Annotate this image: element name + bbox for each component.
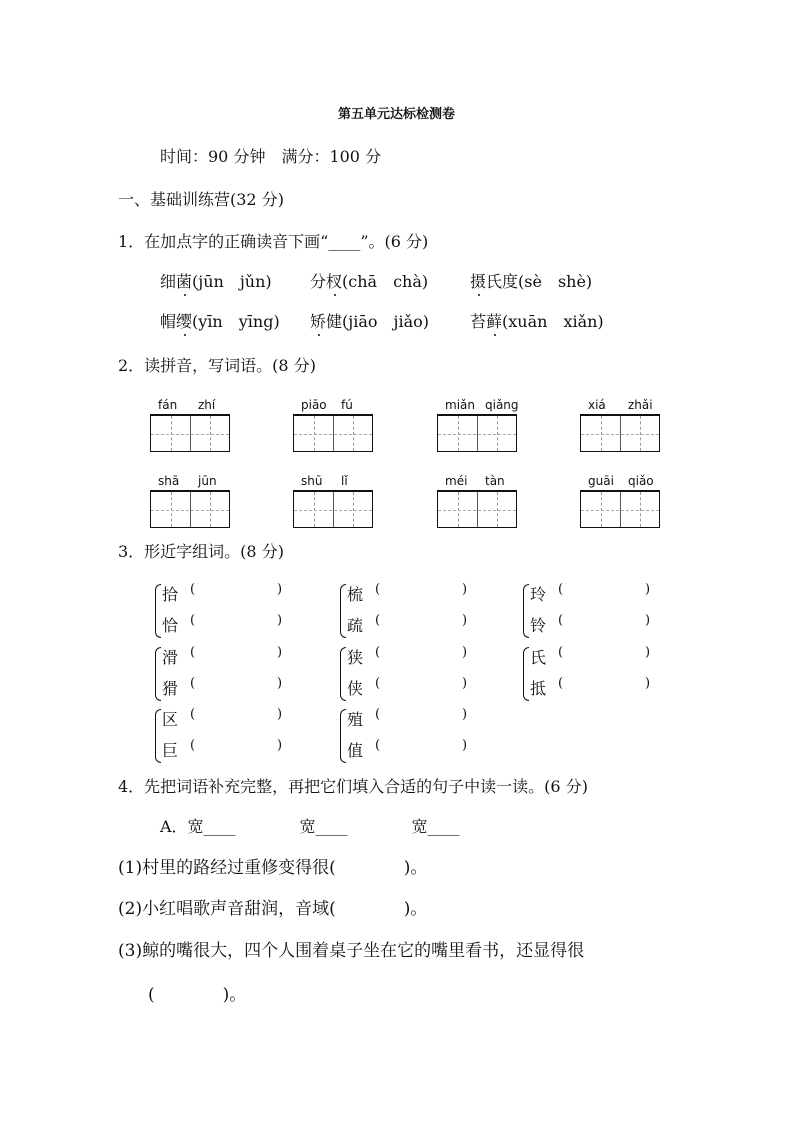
- pinyin-label: fán: [158, 398, 178, 412]
- sentence-2: (2)小红唱歌声音甜润，音域( )。: [118, 899, 428, 919]
- sentence-3: (3)鲸的嘴很大，四个人围着桌子坐在它的嘴里看书，还显得很: [118, 941, 585, 961]
- grid-guide: [581, 434, 659, 435]
- brace-icon: [155, 647, 161, 701]
- reading-item: [470, 314, 604, 330]
- grid-guide: [438, 434, 516, 435]
- similar-char: 区: [162, 710, 179, 729]
- pinyin-label: zhǎi: [628, 398, 653, 412]
- writing-grid: [150, 490, 230, 528]
- reading-item: [160, 274, 272, 290]
- reading-item: [470, 274, 592, 290]
- similar-char: 值: [347, 741, 364, 760]
- paren-open: (: [190, 645, 196, 660]
- writing-grid: [150, 414, 230, 452]
- dotted-char: 菌: [176, 272, 193, 291]
- paren-open: (: [190, 582, 196, 597]
- grid-guide: [151, 510, 229, 511]
- question-2: 2．读拼音，写词语。(8 分): [118, 356, 316, 375]
- paren-open: (: [190, 707, 196, 722]
- pinyin-label: shū: [301, 474, 323, 488]
- reading-item: [310, 314, 429, 330]
- exam-meta: 时间：90 分钟 满分：100 分: [160, 147, 382, 166]
- pinyin-label: lǐ: [341, 474, 348, 488]
- paren-open: (: [190, 738, 196, 753]
- paren-open: (: [375, 707, 381, 722]
- brace-icon: [340, 709, 346, 763]
- pinyin-label: piāo: [301, 398, 327, 412]
- grid-guide: [294, 510, 372, 511]
- pinyin-label: méi: [445, 474, 468, 488]
- paren-open: (: [558, 645, 564, 660]
- paren-close: ): [462, 645, 468, 660]
- pinyin-label: xiá: [588, 398, 606, 412]
- paren-open: (: [375, 738, 381, 753]
- similar-char: 铃: [530, 616, 547, 635]
- paren-close: ): [277, 738, 283, 753]
- paren-close: ): [462, 613, 468, 628]
- dotted-char: 杈: [326, 272, 343, 291]
- pinyin-label: tàn: [485, 474, 505, 488]
- word-prefix: 帽: [160, 312, 177, 331]
- pinyin-label: fú: [341, 398, 353, 412]
- similar-char: 氏: [530, 648, 547, 667]
- pinyin-label: guāi: [588, 474, 614, 488]
- brace-icon: [155, 709, 161, 763]
- paren-open: (: [558, 613, 564, 628]
- grid-guide: [151, 434, 229, 435]
- dotted-char: 矫: [310, 312, 327, 331]
- similar-char: 巨: [162, 741, 179, 760]
- reading-options: 健(jiāo jiǎo): [326, 312, 430, 331]
- writing-grid: [437, 414, 517, 452]
- paren-close: ): [277, 645, 283, 660]
- similar-char: 猾: [162, 679, 179, 698]
- paren-close: ): [462, 582, 468, 597]
- dotted-char: 摄: [470, 272, 487, 291]
- writing-grid: [293, 414, 373, 452]
- brace-icon: [155, 584, 161, 638]
- similar-char: 殖: [347, 710, 364, 729]
- word-prefix: 分: [310, 272, 327, 291]
- sentence-1: (1)村里的路经过重修变得很( )。: [118, 858, 428, 878]
- word-prefix: 细: [160, 272, 177, 291]
- reading-options: (jūn jǔn): [192, 272, 272, 291]
- paren-open: (: [558, 676, 564, 691]
- paren-close: ): [462, 676, 468, 691]
- reading-options: 氏度(sè shè): [486, 272, 593, 291]
- pinyin-label: zhí: [198, 398, 216, 412]
- grid-guide: [581, 510, 659, 511]
- similar-char: 拾: [162, 585, 179, 604]
- paren-close: ): [645, 676, 651, 691]
- dotted-char: 缨: [176, 312, 193, 331]
- question-1: 1．在加点字的正确读音下画“____”。(6 分): [118, 232, 429, 251]
- pinyin-label: qiǎng: [485, 398, 519, 412]
- dotted-char: 藓: [486, 312, 503, 331]
- paren-open: (: [375, 645, 381, 660]
- paren-open: (: [375, 613, 381, 628]
- paren-open: (: [375, 676, 381, 691]
- reading-options: (yīn yīng): [192, 312, 280, 331]
- pinyin-label: miǎn: [445, 398, 475, 412]
- page-title: 第五单元达标检测卷: [337, 107, 455, 122]
- similar-char: 抵: [530, 679, 547, 698]
- similar-char: 滑: [162, 648, 179, 667]
- question-3: 3．形近字组词。(8 分): [118, 542, 284, 561]
- pinyin-label: shā: [158, 474, 180, 488]
- section-heading: 一、基础训练营(32 分): [118, 190, 284, 209]
- grid-guide: [294, 434, 372, 435]
- paren-close: ): [277, 676, 283, 691]
- reading-options: (chā chà): [342, 272, 429, 291]
- paren-open: (: [375, 582, 381, 597]
- similar-char: 狭: [347, 648, 364, 667]
- sentence-3-blank: ( )。: [148, 985, 247, 1005]
- brace-icon: [340, 584, 346, 638]
- word-prefix: 苔: [470, 312, 487, 331]
- paren-open: (: [190, 613, 196, 628]
- writing-grid: [437, 490, 517, 528]
- paren-open: (: [190, 676, 196, 691]
- pinyin-label: jūn: [198, 474, 217, 488]
- similar-char: 侠: [347, 679, 364, 698]
- brace-icon: [523, 647, 529, 701]
- paren-open: (: [558, 582, 564, 597]
- paren-close: ): [277, 613, 283, 628]
- grid-guide: [438, 510, 516, 511]
- pinyin-label: qiǎo: [628, 474, 654, 488]
- paren-close: ): [645, 582, 651, 597]
- paren-close: ): [645, 613, 651, 628]
- reading-item: [310, 274, 428, 290]
- similar-char: 梳: [347, 585, 364, 604]
- paren-close: ): [462, 707, 468, 722]
- similar-char: 玲: [530, 585, 547, 604]
- similar-char: 恰: [162, 616, 179, 635]
- brace-icon: [340, 647, 346, 701]
- reading-item: [160, 314, 280, 330]
- question-4: 4．先把词语补充完整，再把它们填入合适的句子中读一读。(6 分): [118, 777, 588, 796]
- similar-char: 疏: [347, 616, 364, 635]
- brace-icon: [523, 584, 529, 638]
- reading-options: (xuān xiǎn): [502, 312, 604, 331]
- writing-grid: [580, 414, 660, 452]
- writing-grid: [580, 490, 660, 528]
- writing-grid: [293, 490, 373, 528]
- option-a: A．宽____ 宽____ 宽____: [160, 817, 460, 836]
- paren-close: ): [645, 645, 651, 660]
- paren-close: ): [277, 582, 283, 597]
- paren-close: ): [277, 707, 283, 722]
- paren-close: ): [462, 738, 468, 753]
